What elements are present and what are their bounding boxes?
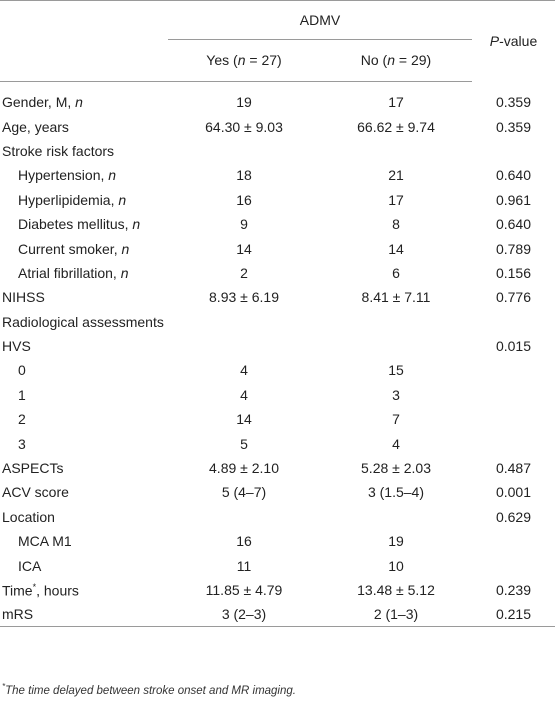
table-row — [0, 480, 555, 504]
no-value: 10 — [388, 557, 404, 574]
row-label: Time*, hours — [2, 581, 79, 599]
row-label: 2 — [18, 411, 26, 428]
no-value: 19 — [388, 533, 404, 550]
row-label: Atrial fibrillation, n — [18, 264, 129, 281]
yes-value — [168, 334, 320, 358]
no-value: 2 (1–3) — [320, 602, 472, 627]
p-value — [472, 358, 555, 382]
yes-value: 14 — [236, 240, 252, 257]
table-row — [0, 456, 555, 480]
no-column-header: No (n = 29) — [320, 39, 472, 82]
p-value: 0.789 — [495, 240, 532, 257]
no-value: 17 — [388, 94, 404, 111]
row-label: Age, years — [2, 118, 69, 135]
p-value: 0.961 — [495, 191, 532, 208]
no-value — [320, 505, 472, 529]
row-label: Hyperlipidemia, n — [18, 191, 127, 208]
row-label: 1 — [18, 386, 26, 403]
table-row — [0, 261, 555, 285]
p-value: 0.629 — [495, 508, 532, 525]
table-row — [0, 505, 555, 529]
no-value: 3 (1.5–4) — [367, 484, 425, 501]
no-value: 6 — [392, 264, 400, 281]
p-value: 0.359 — [495, 93, 532, 110]
pvalue-header: P-value — [472, 1, 555, 82]
yes-value — [168, 139, 320, 163]
table-row — [0, 407, 555, 431]
p-value: 0.640 — [495, 216, 532, 233]
no-value: 4 — [392, 435, 400, 452]
yes-value: 64.30 ± 9.03 — [205, 118, 283, 135]
row-label: HVS — [2, 338, 31, 355]
table-row — [0, 602, 555, 627]
no-value: 21 — [388, 167, 404, 184]
table-row — [0, 358, 555, 382]
p-value — [472, 310, 555, 334]
table-row — [0, 553, 555, 577]
yes-value: 11.85 ± 4.79 — [205, 582, 283, 598]
p-value — [472, 383, 555, 407]
table-row — [0, 188, 555, 212]
table-row — [0, 163, 555, 187]
table-row — [0, 236, 555, 260]
yes-value: 11 — [236, 557, 252, 574]
p-value — [472, 407, 555, 431]
no-value: 15 — [388, 362, 404, 379]
yes-value: 4 — [240, 362, 248, 379]
row-label: NIHSS — [2, 289, 45, 306]
row-label: ASPECTs — [2, 460, 64, 477]
p-value — [472, 553, 555, 577]
no-value: 8.41 ± 7.11 — [361, 289, 431, 306]
p-value: 0.359 — [495, 118, 532, 135]
row-label: 0 — [18, 362, 26, 379]
yes-value: 8.93 ± 6.19 — [209, 289, 279, 306]
row-label: Stroke risk factors — [2, 142, 115, 159]
yes-value: 16 — [236, 191, 252, 208]
row-label: ICA — [18, 557, 42, 574]
no-value: 7 — [392, 411, 400, 428]
yes-value: 16 — [236, 533, 252, 550]
table-row — [0, 310, 555, 334]
yes-value: 18 — [236, 167, 252, 184]
row-label: MCA M1 — [18, 533, 72, 550]
yes-value: 2 — [240, 264, 248, 281]
table-row — [0, 82, 555, 115]
row-label: Current smoker, n — [18, 240, 130, 257]
row-label: Gender, M, n — [2, 94, 83, 111]
no-value: 3 — [392, 386, 400, 403]
no-value: 14 — [388, 240, 404, 257]
row-label: Radiological assessments — [2, 313, 164, 330]
no-value: 5.28 ± 2.03 — [361, 460, 431, 477]
p-value: 0.156 — [495, 264, 532, 281]
no-value: 13.48 ± 5.12 — [357, 582, 435, 598]
yes-value: 5 (4–7) — [221, 484, 267, 501]
table-row — [0, 529, 555, 553]
p-value — [472, 139, 555, 163]
no-value — [320, 334, 472, 358]
table-row — [0, 578, 555, 602]
table-row — [0, 383, 555, 407]
yes-value: 14 — [236, 411, 252, 428]
table-body — [0, 82, 555, 627]
row-label: Hypertension, n — [18, 167, 117, 184]
no-value — [320, 310, 472, 334]
yes-value: 4 — [240, 386, 248, 403]
yes-value: 5 — [240, 435, 248, 452]
row-label: mRS — [0, 602, 168, 627]
table-row — [0, 114, 555, 138]
table-row — [0, 334, 555, 358]
group-header-admv: ADMV — [299, 12, 341, 28]
yes-value: 3 (2–3) — [168, 602, 320, 627]
yes-value: 4.89 ± 2.10 — [209, 460, 279, 477]
no-value: 66.62 ± 9.74 — [357, 118, 435, 135]
table-row — [0, 285, 555, 309]
row-label: ACV score — [2, 484, 69, 501]
table-row — [0, 431, 555, 455]
row-label: Diabetes mellitus, n — [18, 216, 141, 233]
yes-value — [168, 310, 320, 334]
yes-column-header: Yes (n = 27) — [168, 39, 320, 82]
yes-value: 9 — [240, 216, 248, 233]
row-label: Location — [2, 508, 55, 525]
p-value: 0.640 — [495, 167, 532, 184]
p-value: 0.215 — [472, 602, 555, 627]
no-value: 8 — [392, 216, 400, 233]
table-footnote: *The time delayed between stroke onset and MR imaging. — [2, 682, 296, 697]
p-value — [472, 529, 555, 553]
p-value: 0.487 — [495, 460, 532, 477]
table-row — [0, 139, 555, 163]
p-value: 0.001 — [495, 484, 532, 501]
p-value — [472, 431, 555, 455]
yes-value — [168, 505, 320, 529]
p-value: 0.776 — [495, 289, 532, 306]
p-value: 0.015 — [495, 338, 532, 355]
no-value: 17 — [388, 191, 404, 208]
table-header — [0, 1, 555, 82]
p-value: 0.239 — [495, 582, 532, 598]
table-row — [0, 212, 555, 236]
no-value — [320, 139, 472, 163]
yes-value: 19 — [236, 94, 252, 111]
row-label: 3 — [18, 435, 26, 452]
